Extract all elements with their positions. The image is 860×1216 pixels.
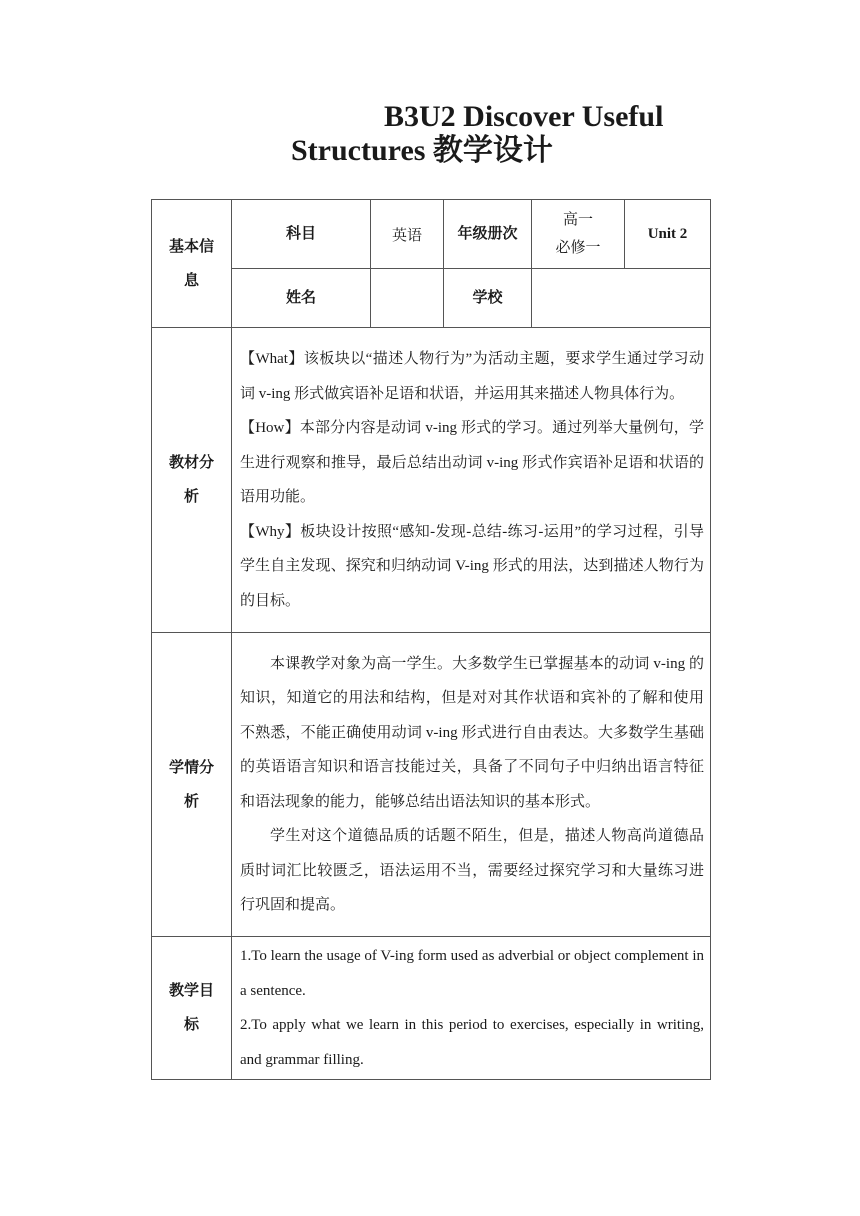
material-how-paragraph: 【How】本部分内容是动词 v-ing 形式的学习。通过列举大量例句，学生进行观察和推导，最后总结出动词 v-ing 形式作宾语补足语和状语的语用功能。 <box>240 420 704 505</box>
subject-label: 科目 <box>232 200 371 269</box>
grade-value-line-2: 必修一 <box>555 240 601 256</box>
grade-label: 年级册次 <box>444 200 532 269</box>
name-value <box>371 269 444 328</box>
grade-value-line-1: 高一 <box>562 212 593 228</box>
material-analysis-row <box>152 328 711 633</box>
lesson-plan-table <box>151 199 711 1080</box>
material-analysis-content <box>232 328 711 633</box>
unit-value: Unit 2 <box>625 200 711 269</box>
student-analysis-label: 学情分析 <box>152 633 232 937</box>
objective-item-2: 2.To apply what we learn in this period to exercises, especially in writing, and grammar filling. <box>240 1017 704 1068</box>
student-analysis-row <box>152 633 711 937</box>
material-analysis-label: 教材分析 <box>152 328 232 633</box>
school-value <box>532 269 711 328</box>
title-line-2: Structures 教学设计 <box>291 134 553 167</box>
material-what-paragraph: 【What】该板块以“描述人物行为”为活动主题，要求学生通过学习动词 v-ing 形式做宾语补足语和状语，并运用其来描述人物具体行为。 <box>240 351 704 402</box>
teaching-objectives-label: 教学目标 <box>152 937 232 1080</box>
material-why-paragraph: 【Why】板块设计按照“感知-发现-总结-练习-运用”的学习过程，引导学生自主发现、探究和归纳动词 V-ing 形式的用法，达到描述人物行为的目标。 <box>240 523 704 609</box>
school-label: 学校 <box>444 269 532 328</box>
basic-info-row-2 <box>152 269 711 328</box>
title-line-1: B3U2 Discover Useful <box>384 100 664 133</box>
grade-value <box>532 200 625 269</box>
student-analysis-paragraph-2: 学生对这个道德品质的话题不陌生，但是，描述人物高尚道德品质时词汇比较匮乏，语法运用不当，需要经过探究学习和大量练习进行巩固和提高。 <box>240 828 704 913</box>
document-title <box>0 100 860 168</box>
subject-value: 英语 <box>371 200 444 269</box>
teaching-objectives-content <box>232 937 711 1080</box>
name-label: 姓名 <box>232 269 371 328</box>
objective-item-1: 1.To learn the usage of V-ing form used as adverbial or object complement in a sentence. <box>240 948 704 999</box>
student-analysis-content <box>232 633 711 937</box>
basic-info-row-1 <box>152 200 711 269</box>
student-analysis-paragraph-1: 本课教学对象为高一学生。大多数学生已掌握基本的动词 v-ing 的知识，知道它的用法和结构，但是对对其作状语和宾补的了解和使用不熟悉，不能正确使用动词 v-ing 形式进行自由表达。大多数学生基础的英语语言知识和语言技能过关，具备了不同句子中归纳出语言特征和语法现象的能力，能够总结出语法知识的基本形式。 <box>240 655 704 810</box>
basic-info-label: 基本信息 <box>152 200 232 328</box>
teaching-objectives-row <box>152 937 711 1080</box>
